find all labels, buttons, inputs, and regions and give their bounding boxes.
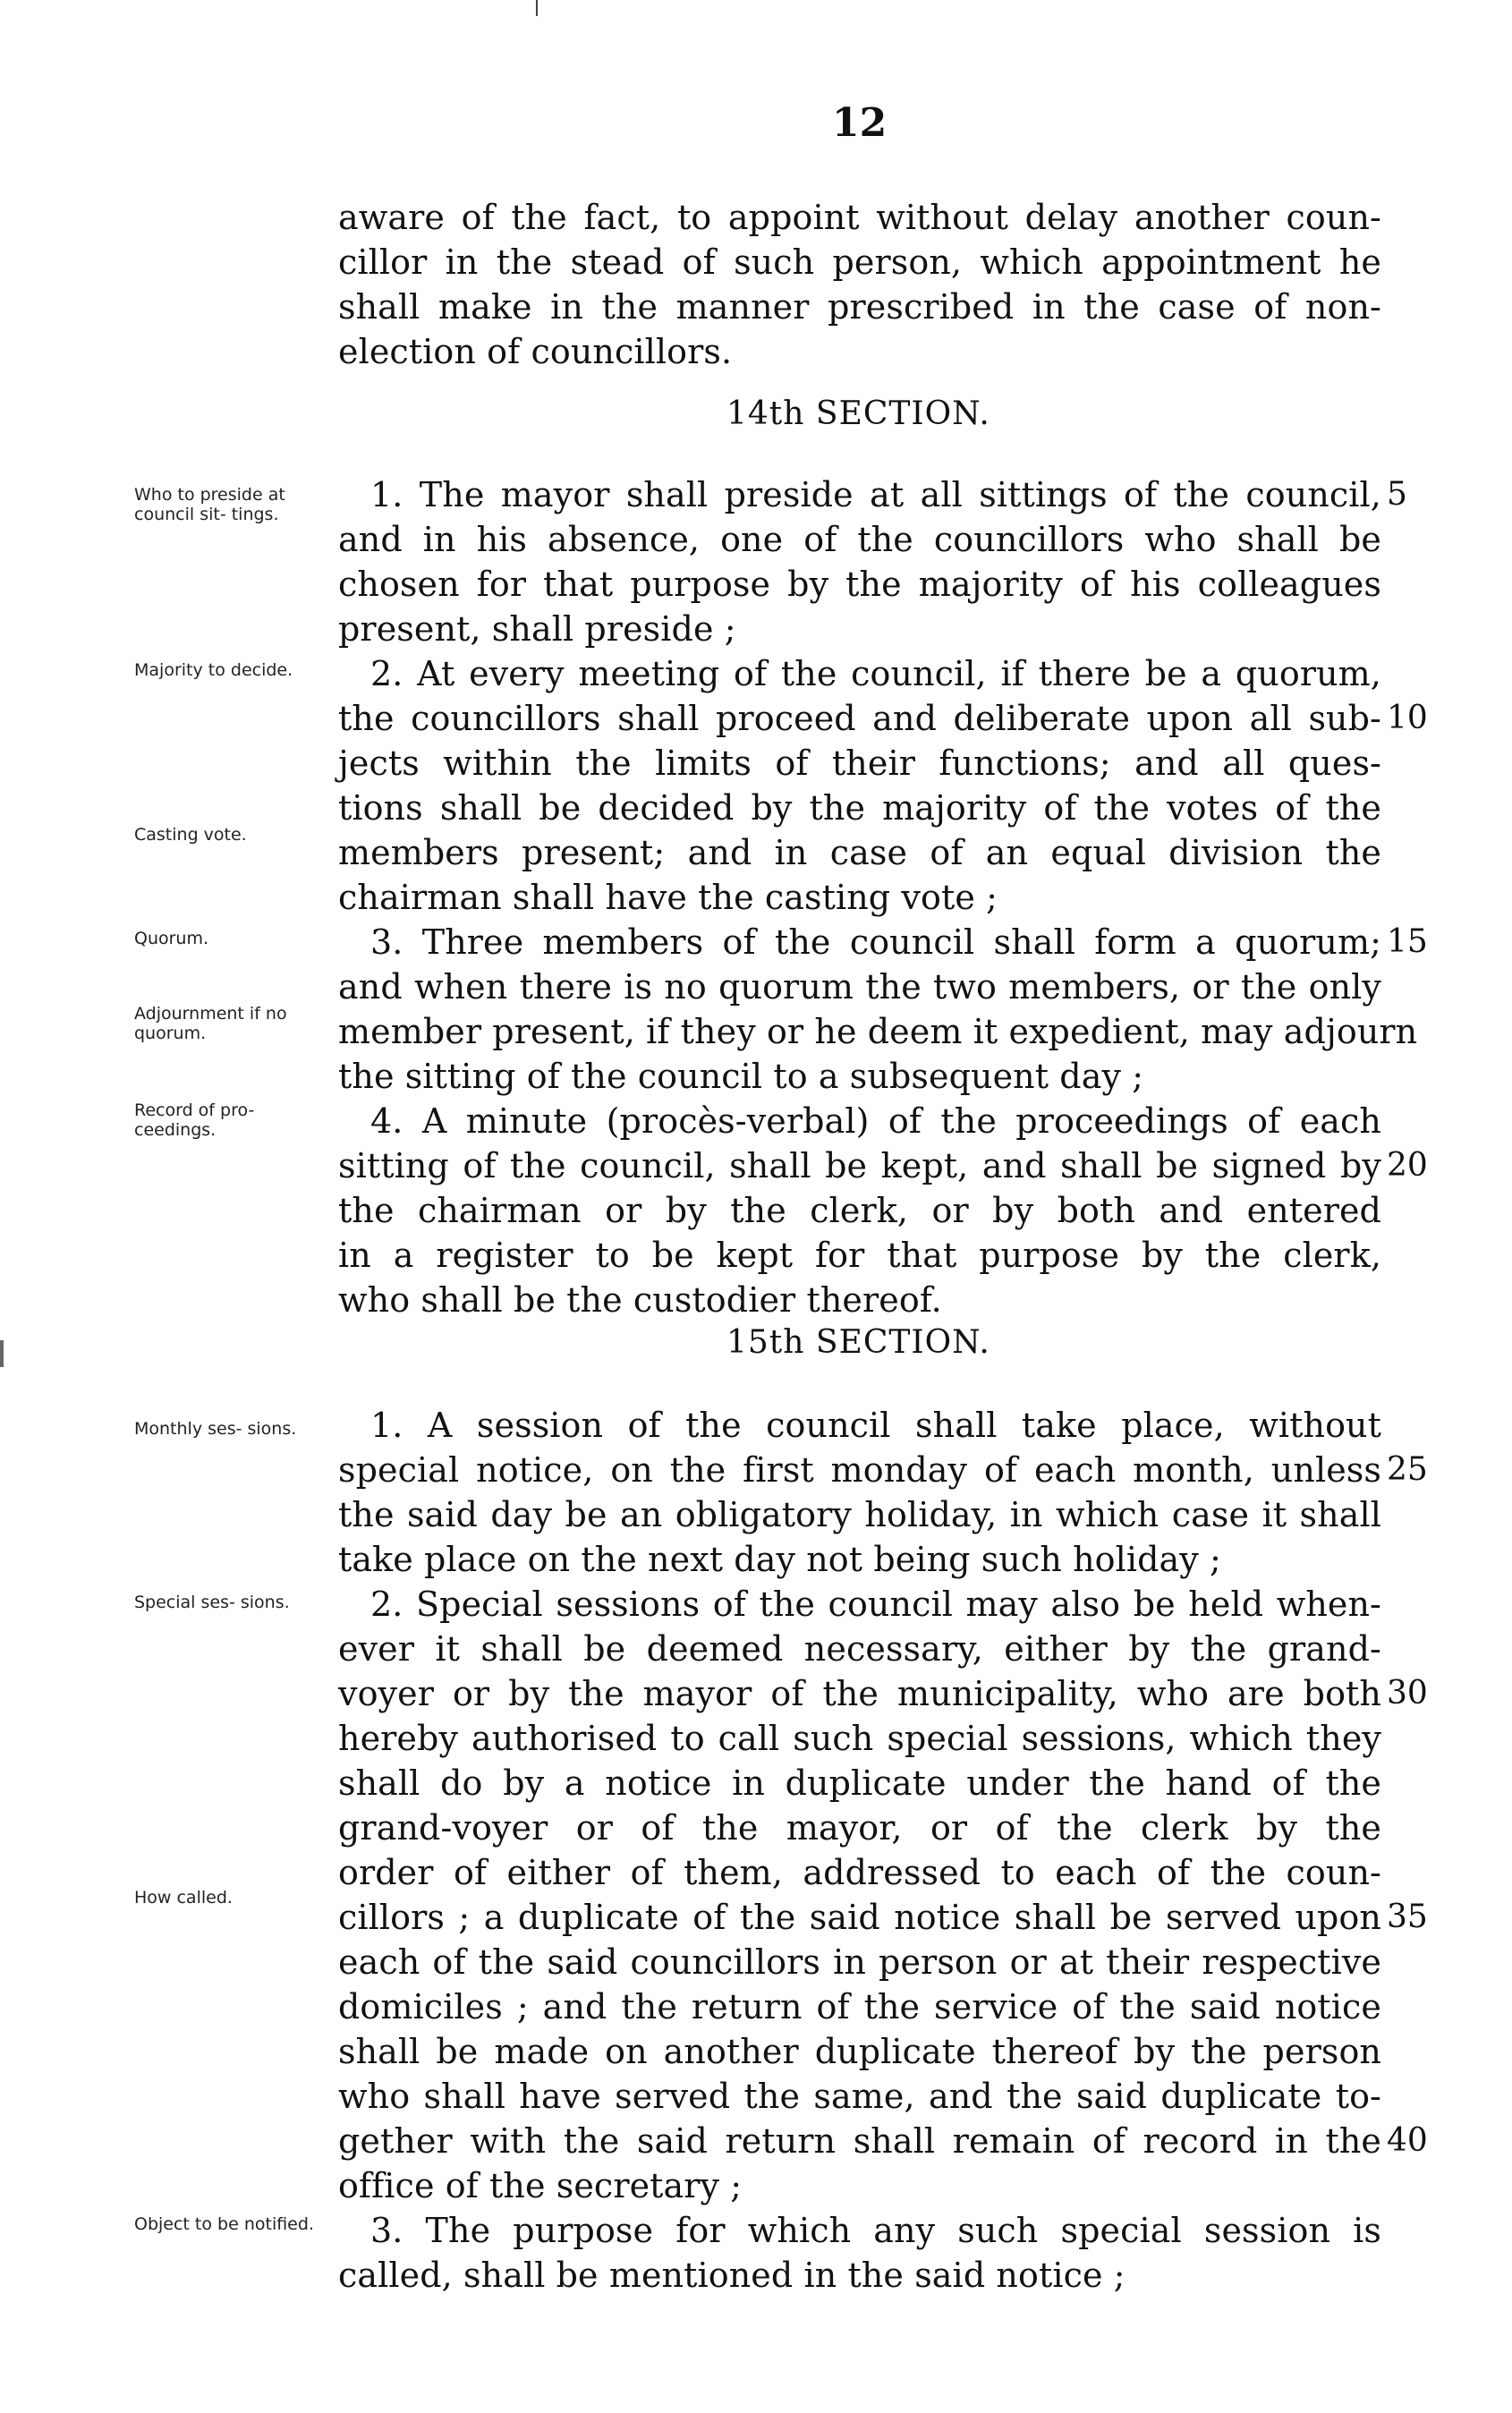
text-line: 1. The mayor shall preside at all sittings of the council, bbox=[370, 475, 1381, 514]
text-line: hereby authorised to call such special sessions, which they bbox=[338, 1719, 1381, 1758]
margin-note: Record of pro- ceedings. bbox=[134, 1100, 255, 1140]
text-line: special notice, on the first monday of each month, unless bbox=[338, 1450, 1381, 1490]
line-number: 35 bbox=[1387, 1899, 1428, 1935]
line-number: 20 bbox=[1387, 1147, 1428, 1184]
text-line: each of the said councillors in person or at their respective bbox=[338, 1942, 1381, 1982]
section-15-heading: 15th SECTION. bbox=[726, 1324, 990, 1361]
left-edge-mark bbox=[0, 1340, 4, 1367]
text-line: member present, if they or he deem it expedient, may adjourn bbox=[338, 1012, 1418, 1051]
text-line: the chairman or by the clerk, or by both and entered bbox=[338, 1191, 1381, 1230]
text-line: in a register to be kept for that purpose by the clerk, bbox=[338, 1236, 1381, 1275]
text-line: and when there is no quorum the two members, or the only bbox=[338, 967, 1381, 1007]
margin-note: Adjournment if no quorum. bbox=[134, 1004, 287, 1043]
line-number: 15 bbox=[1387, 923, 1428, 960]
text-line: the said day be an obligatory holiday, in which case it shall bbox=[338, 1495, 1381, 1534]
text-line: 4. A minute (procès-verbal) of the proceedings of each bbox=[370, 1101, 1381, 1141]
margin-note: Quorum. bbox=[134, 929, 209, 948]
text-line: aware of the fact, to appoint without delay another coun- bbox=[338, 198, 1381, 237]
margin-note: Monthly ses- sions. bbox=[134, 1419, 297, 1439]
text-line: who shall be the custodier thereof. bbox=[338, 1280, 942, 1320]
text-line: called, shall be mentioned in the said notice ; bbox=[338, 2256, 1126, 2295]
line-number: 25 bbox=[1387, 1451, 1428, 1488]
section-15-body bbox=[338, 1403, 1381, 2298]
text-line: cillor in the stead of such person, which appointment he bbox=[338, 242, 1381, 282]
text-line: sitting of the council, shall be kept, and shall be signed by bbox=[338, 1146, 1381, 1185]
margin-note: How called. bbox=[134, 1888, 233, 1907]
text-line: 3. Three members of the council shall form a quorum; bbox=[370, 922, 1381, 962]
text-line: voyer or by the mayor of the municipality, who are both bbox=[338, 1674, 1381, 1713]
margin-note: Special ses- sions. bbox=[134, 1593, 290, 1612]
text-line: 2. At every meeting of the council, if there be a quorum, bbox=[370, 654, 1381, 693]
margin-note: Object to be notified. bbox=[134, 2214, 314, 2234]
text-line: order of either of them, addressed to each of the coun- bbox=[338, 1853, 1381, 1892]
margin-note: Casting vote. bbox=[134, 825, 247, 845]
margin-note: Majority to decide. bbox=[134, 660, 293, 680]
text-line: present, shall preside ; bbox=[338, 609, 736, 649]
text-line: tions shall be decided by the majority of the votes of the bbox=[338, 788, 1381, 828]
section-14-heading: 14th SECTION. bbox=[726, 395, 990, 432]
text-line: shall do by a notice in duplicate under the hand of the bbox=[338, 1763, 1381, 1803]
margin-note: Who to preside at council sit- tings. bbox=[134, 485, 285, 524]
text-line: and in his absence, one of the councillors who shall be bbox=[338, 520, 1381, 559]
text-line: the sitting of the council to a subsequent day ; bbox=[338, 1057, 1144, 1096]
text-line: election of councillors. bbox=[338, 332, 733, 371]
text-line: office of the secretary ; bbox=[338, 2166, 743, 2205]
line-number: 40 bbox=[1387, 2122, 1428, 2159]
intro-paragraph bbox=[338, 195, 1381, 374]
text-line: ever it shall be deemed necessary, either by the grand- bbox=[338, 1629, 1381, 1669]
text-line: shall be made on another duplicate thereof by the person bbox=[338, 2032, 1381, 2071]
text-line: jects within the limits of their functions; and all ques- bbox=[338, 743, 1381, 783]
text-line: members present; and in case of an equal division the bbox=[338, 833, 1381, 872]
text-line: the councillors shall proceed and deliberate upon all sub- bbox=[338, 699, 1381, 738]
line-number: 10 bbox=[1387, 700, 1428, 736]
page-number: 12 bbox=[832, 100, 888, 146]
top-edge-mark bbox=[536, 0, 538, 16]
text-line: chairman shall have the casting vote ; bbox=[338, 878, 998, 917]
text-line: grand-voyer or of the mayor, or of the clerk by the bbox=[338, 1808, 1381, 1848]
text-line: 1. A session of the council shall take place, without bbox=[370, 1406, 1381, 1445]
text-line: chosen for that purpose by the majority of his colleagues bbox=[338, 565, 1381, 604]
line-number: 30 bbox=[1387, 1675, 1428, 1712]
text-line: who shall have served the same, and the said duplicate to- bbox=[338, 2077, 1381, 2116]
text-line: take place on the next day not being such holiday ; bbox=[338, 1540, 1221, 1579]
text-line: 2. Special sessions of the council may also be held when- bbox=[370, 1585, 1381, 1624]
text-line: 3. The purpose for which any such special session is bbox=[370, 2211, 1381, 2250]
text-line: gether with the said return shall remain of record in the bbox=[338, 2121, 1381, 2161]
text-line: domiciles ; and the return of the service of the said notice bbox=[338, 1987, 1381, 2026]
text-line: cillors ; a duplicate of the said notice shall be served upon bbox=[338, 1898, 1381, 1937]
line-number: 5 bbox=[1387, 476, 1407, 513]
text-line: shall make in the manner prescribed in the case of non- bbox=[338, 287, 1381, 327]
